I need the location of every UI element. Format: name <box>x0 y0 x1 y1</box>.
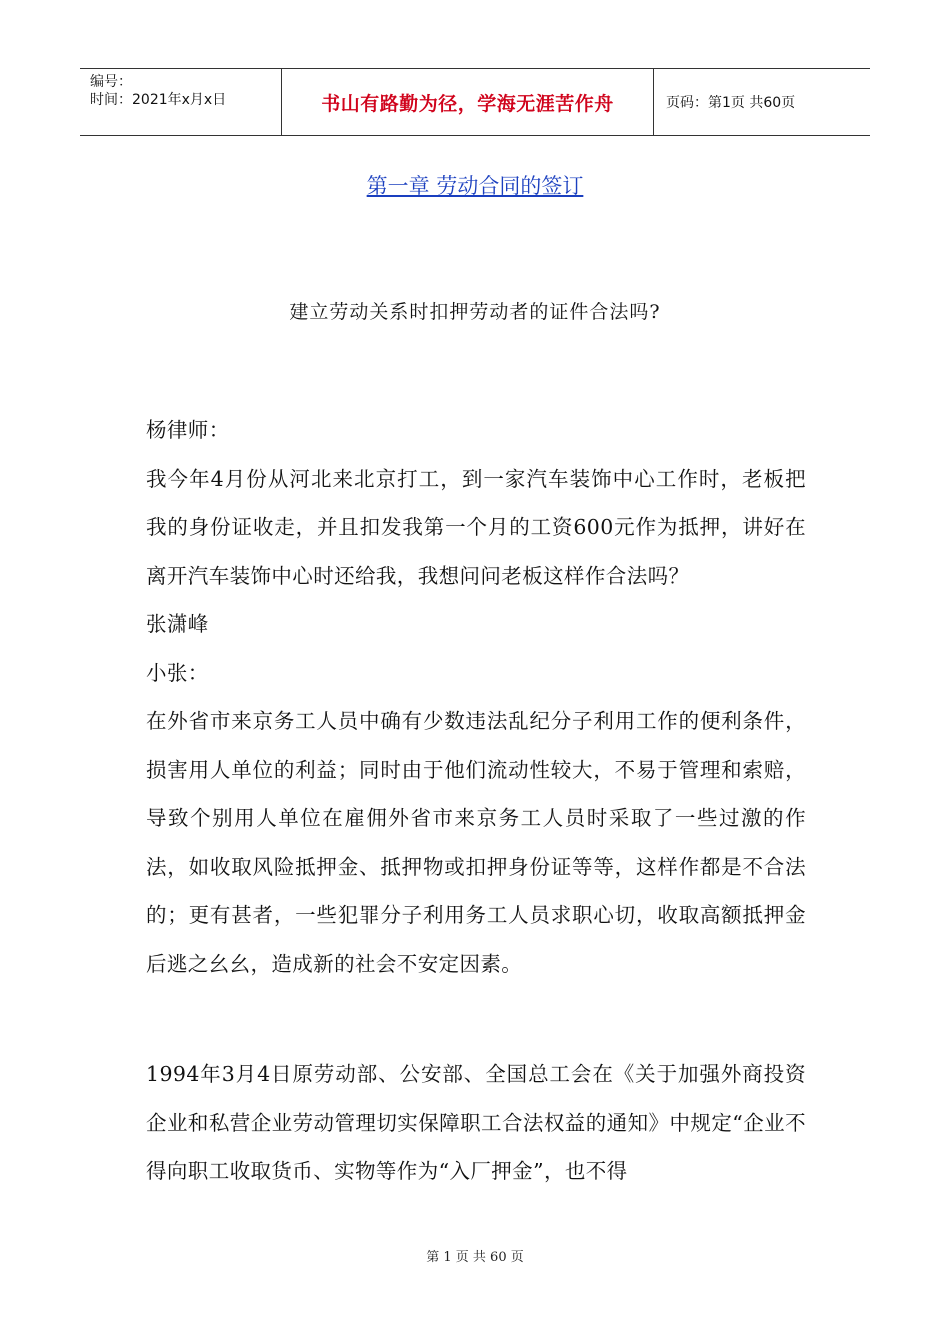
header-motto: 书山有路勤为径，学海无涯苦作舟 <box>282 69 654 135</box>
letter-and-reply <box>146 406 806 988</box>
chapter-title-link[interactable]: 第一章 劳动合同的签订 <box>366 174 584 198</box>
letter-body: 我今年4月份从河北来北京打工，到一家汽车装饰中心工作时，老板把我的身份证收走，并且扣发我第一个月的工资600元作为抵押，讲好在离开汽车装饰中心时还给我，我想问问老板这样作合法吗？ <box>146 466 806 588</box>
document-header <box>80 68 870 136</box>
page-footer: 第 1 页 共 60 页 <box>426 1250 524 1265</box>
header-page-info: 页码：第1页 共60页 <box>666 95 796 111</box>
reply-salutation: 小张： <box>146 660 209 685</box>
date-label: 时间：2021年x月x日 <box>90 92 227 108</box>
number-label: 编号： <box>90 74 132 90</box>
letter-salutation: 杨律师： <box>146 418 230 442</box>
reply-continuation <box>146 1050 806 1196</box>
reply-paragraph-1: 在外省市来京务工人员中确有少数违法乱纪分子利用工作的便利条件，损害用人单位的利益；同时由于他们流动性较大，不易于管理和索赔，导致个别用人单位在雇佣外省市来京务工人员时采取了一些过激的作法，如收取风险抵押金、抵押物或扣押身份证等等，这样作都是不合法的；更有甚者，一些犯罪分子利用务工人员求职心切，收取高额抵押金后逃之幺幺，造成新的社会不安定因素。 <box>146 709 806 976</box>
letter-signature: 张潇峰 <box>146 612 209 636</box>
question-title: 建立劳动关系时扣押劳动者的证件合法吗? <box>289 301 661 323</box>
reply-paragraph-2: 1994年3月4日原劳动部、公安部、全国总工会在《关于加强外商投资企业和私营企业劳动管理切实保障职工合法权益的通知》中规定“企业不得向职工收取货币、实物等作为“入厂押金”，也不得 <box>146 1062 806 1183</box>
header-meta <box>80 69 282 135</box>
